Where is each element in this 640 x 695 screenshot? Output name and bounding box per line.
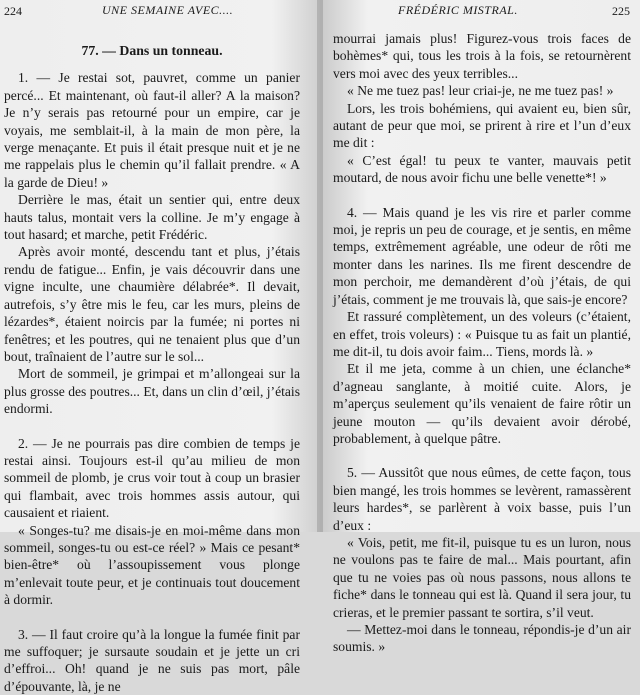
paragraph: — Mettez-moi dans le tonneau, répondis-je d’un air soumis. »: [333, 622, 631, 655]
paragraph: « Vois, petit, me fit-il, puisque tu es un luron, nous ne voulons pas te faire de mal... Mais pourtant, afin que tu ne voies pas où nous passons, nous allons te fiche* dans le tonneau qui est là. Quand il sera jour, tu crieras, et le premier passant te sortira, s’il veut.: [333, 534, 631, 620]
paragraph: Et rassuré complètement, un des voleurs (c’étaient, en effet, trois voleurs) : « Puisque tu as fait un plantié, me dit-il, tu dois avoir faim... Tiens, mords là. »: [333, 309, 631, 359]
right-running-head: FRÉDÉRIC MISTRAL.: [398, 3, 518, 17]
left-running-head: UNE SEMAINE AVEC....: [102, 3, 234, 17]
paragraph: « Songes-tu? me disais-je en moi-même dans mon sommeil, songes-tu ou est-ce réel? » Mais ce pesant* bien-être* où l’assoupissement vous plonge m’enlevait toute peur, et je continuais tout doucement à dormir.: [4, 522, 300, 608]
paragraph: 2. — Je ne pourrais pas dire combien de temps je restai ainsi. Toujours est-il qu’au milieu de mon sommeil de plomb, je crus voir tout à coup un brasier qui flambait, avec trois hommes assis autour, qui causaient et riaient.: [4, 435, 300, 521]
paragraph: mourrai jamais plus! Figurez-vous trois faces de bohèmes* qui, tous les trois à la fois, se retournèrent vers moi avec des yeux terribles...: [333, 31, 631, 81]
paragraph: Après avoir monté, descendu tant et plus, j’étais rendu de fatigue... Enfin, je vais découvrir dans une vigne inculte, une chaumière délabrée*. Il devait, autrefois, s’y être mis le feu, car les murs, pleins de lézardes*, étaient noircis par la fumée; ni portes ni fenêtres; et les poutres, qui ne tenaient plus que d’un bout, traînaient de l’autre sur le sol...: [4, 244, 300, 364]
book-gutter: [317, 0, 323, 532]
paragraph: « C’est égal! tu peux te vanter, mauvais petit moutard, de nous avoir fichu une belle venette*! »: [333, 152, 631, 186]
right-page: [320, 0, 640, 655]
left-page: [0, 0, 320, 694]
left-page-text: [4, 42, 300, 695]
paragraph: Et il me jeta, comme à un chien, une éclanche* d’agneau sanglante, à moitié cuite. Alors, je m’aperçus seulement qu’ils venaient de faire rôtir un jeune mouton — qu’ils devaient avoir dérobé, probablement, à quelque pâtre.: [333, 361, 631, 446]
paragraph: 5. — Aussitôt que nous eûmes, de cette façon, tous bien mangé, les trois hommes se levèrent, ramassèrent leurs hardes*, se parlèrent à voix basse, puis l’un d’eux :: [333, 465, 631, 533]
paragraph: 3. — Il faut croire qu’à la longue la fumée finit par me suffoquer; je sursaute soudain et je jette un cri d’effroi... Oh! quand je ne suis pas mort, pâle d’épouvante, là, je ne: [4, 626, 300, 694]
paragraph: 4. — Mais quand je les vis rire et parler comme moi, je repris un peu de courage, et je sentis, en même temps, extrêmement agréable, une odeur de rôti me monter dans les narines. Ils me firent descendre de mon perchoir, me demandèrent d’où j’étais, de qui j’étais, comment je me trouvais là, que sais-je encore?: [333, 204, 631, 307]
paragraph: Derrière le mas, était un sentier qui, entre deux hauts talus, montait vers la colline. Je m’y engage à tout hasard; et marche, petit Frédéric.: [4, 192, 300, 243]
right-page-text: [333, 30, 631, 656]
left-page-number: 224: [4, 4, 22, 18]
right-page-number: 225: [612, 4, 630, 18]
paragraph: Mort de sommeil, je grimpai et m’allongeai sur la plus grosse des poutres... Et, dans un clin d’œil, j’étais endormi.: [4, 366, 300, 417]
chapter-title: 77. — Dans un tonneau.: [81, 43, 223, 58]
paragraph: « Ne me tuez pas! leur criai-je, ne me tuez pas! »: [347, 83, 614, 99]
paragraph: Lors, les trois bohémiens, qui avaient eu, bien sûr, autant de peur que moi, se prirent à rire et l’un d’eux me dit :: [333, 100, 631, 151]
paragraph: 1. — Je restai sot, pauvret, comme un panier percé... Et maintenant, où faut-il aller? A la maison? Je n’y serais pas retourné pour un empire, car je voyais, me semblait-il, à la main de mon père, la verge menaçante. Et puis il était presque nuit et je ne me rappelais plus le chemin qu’il fallait prendre. « A la garde de Dieu! »: [4, 70, 300, 190]
